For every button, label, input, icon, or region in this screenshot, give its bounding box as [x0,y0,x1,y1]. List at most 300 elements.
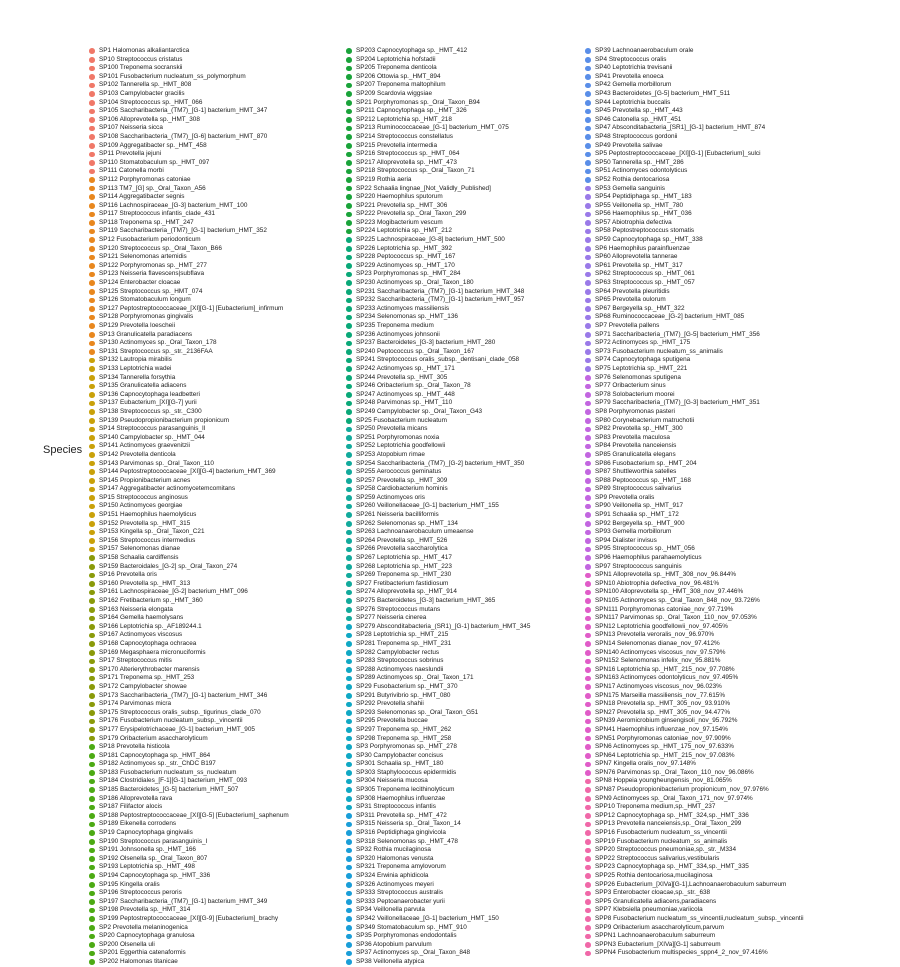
legend-key-dot [346,856,352,862]
legend-entry-label: SPP3 Enterobacter cloacae,sp._str._638 [595,889,711,897]
legend-key-dot [346,57,352,63]
legend-key-dot [89,512,95,518]
legend-entry-label: SPN51 Porphyromonas catoniae_nov_97.909% [595,734,731,742]
legend-entry-label: SP113 TM7_[G] sp._Oral_Taxon_A56 [99,184,206,192]
legend-key-dot [585,719,591,725]
legend-entry-label: SP15 Streptococcus anginosus [99,493,188,501]
legend-key-dot [346,358,352,364]
legend-entry-label: SP30 Campylobacter concisus [356,751,444,759]
legend-key-dot [89,384,95,390]
legend-entry-label: SPN18 Prevotella sp._HMT_305_nov_93.910% [595,700,730,708]
legend-key-dot [346,684,352,690]
legend-key-dot [585,332,591,338]
legend-key-dot [346,203,352,209]
legend-key-dot [585,555,591,561]
legend-key-dot [585,48,591,54]
legend-key-dot [346,444,352,450]
legend-key-dot [585,229,591,235]
legend-entry-label: SP147 Aggregatibacter actinomycetemcomitans [99,485,236,493]
legend-key-dot [585,323,591,329]
legend-entry-label: SP188 Peptostreptococcaceae_[XI][G-5] [Eubacterium]_saphenum [99,811,289,819]
legend-key-dot [585,255,591,261]
legend-key-dot [585,796,591,802]
legend-entry-label: SP283 Streptococcus sobrinus [356,657,444,665]
legend-key-dot [89,727,95,733]
legend-key-dot [346,280,352,286]
legend-key-dot [585,280,591,286]
legend-key-dot [89,598,95,604]
legend-key-dot [585,684,591,690]
legend-key-dot [346,727,352,733]
legend-key-dot [89,469,95,475]
legend-entry-label: SP267 Leptotrichia sp._HMT_417 [356,554,452,562]
legend-key-dot [346,323,352,329]
legend-key-dot [89,186,95,192]
legend-key-dot [585,263,591,269]
legend-key-dot [89,530,95,536]
legend-entry-label: SP222 Prevotella sp._Oral_Taxon_299 [356,210,467,218]
legend-entry-label: SP264 Prevotella sp._HMT_526 [356,536,448,544]
legend-key-dot [585,736,591,742]
legend-entry-label: SP61 Prevotella sp._HMT_317 [595,261,683,269]
legend-entry-label: SP251 Porphyromonas noxia [356,433,440,441]
legend-entry-label: SPN16 Leptotrichia sp._HMT_215_nov_97.708% [595,665,735,673]
legend-entry-label: SPN152 Selenomonas infelix_nov_95.881% [595,657,721,665]
legend-entry-label: SP28 Leptotrichia sp._HMT_215 [356,631,449,639]
legend-key-dot [346,710,352,716]
legend-key-dot [89,684,95,690]
legend-key-dot [346,469,352,475]
legend-entry-label: SP109 Aggregatibacter sp._HMT_458 [99,141,207,149]
legend-entry-label: SPPN1 Lachnoanaerobaculum saburreum [595,932,716,940]
legend-key-dot [585,160,591,166]
legend-entry-label: SPN13 Prevotella veroralis_nov_96.970% [595,631,715,639]
legend-entry-label: SP163 Neisseria elongata [99,605,173,613]
legend-entry-label: SPP12 Capnocytophaga sp._HMT_324,sp._HMT_336 [595,811,749,819]
legend-entry-label: SP213 Ruminococcaceae_[G-1] bacterium_HMT_075 [356,124,509,132]
legend-entry-label: SP49 Prevotella salivae [595,141,663,149]
legend-entry-label: SPPN4 Fusobacterium multispecies_sppn4_2_nov_97.416% [595,949,768,957]
legend-key-dot [585,452,591,458]
legend-entry-label: SP226 Leptotrichia sp._HMT_392 [356,244,452,252]
legend-key-dot [585,856,591,862]
legend-entry-label: SP127 Peptostreptococcaceae_[XI][G-1] [Eubacterium]_infirmum [99,304,284,312]
legend-key-dot [89,263,95,269]
legend-entry-label: SP141 Actinomyces graevenitzii [99,442,190,450]
legend-key-dot [585,702,591,708]
legend-key-dot [346,882,352,888]
legend-entry-label: SP190 Streptococcus parasanguinis_I [99,837,208,845]
legend-entry-label: SP279 Absconditabacteria_(SR1)_[G-1] bacterium_HMT_345 [356,622,531,630]
legend-entry-label: SP137 Eubacterium_[XI][G-7] yurii [99,399,197,407]
legend-entry-label: SP342 Veillonellaceae_[G-1] bacterium_HMT_150 [356,914,499,922]
legend-entry-label: SP75 Leptotrichia sp._HMT_221 [595,364,688,372]
legend-key-dot [346,908,352,914]
legend-key-dot [585,186,591,192]
legend-entry-label: SP71 Saccharibacteria_(TM7)_[G-5] bacterium_HMT_356 [595,330,760,338]
legend-entry-label: SPN117 Parvimonas sp._Oral_Taxon_110_nov_97.053% [595,614,757,622]
legend-key-dot [585,109,591,115]
legend-entry-label: SP162 Fretibacterium sp._HMT_360 [99,597,203,604]
legend-entry-label: SP129 Prevotella loescheii [99,322,176,329]
legend-key-dot [346,212,352,218]
legend-entry-label: SPP13 Prevotella nanceiensis,sp._Oral_Taxon_299 [595,820,742,828]
legend-entry-label: SP223 Mogibacterium vescum [356,218,443,226]
legend-entry-label: SPN7 Kingella oralis_nov_97.148% [595,760,696,768]
legend-key-dot [346,349,352,355]
legend-key-dot [346,676,352,682]
legend-entry-label: SP93 Gemella morbillorum [595,528,672,536]
legend-key-dot [585,444,591,450]
legend-entry-label: SP224 Leptotrichia sp._HMT_212 [356,227,452,235]
legend-key-dot [346,822,352,828]
legend-entry-label: SP85 Granulicatella elegans [595,450,676,458]
legend-entry-label: SPP10 Treponema medium,sp._HMT_237 [595,803,716,811]
legend-entry-label: SPP5 Granulicatella adiacens,paradiacens [595,897,717,905]
legend-key-dot [346,650,352,656]
legend-entry-label: SP255 Aerococcus geminatus [356,468,442,476]
legend-entry-label: SP32 Rothia mucilaginosa [356,846,431,854]
legend-key-dot [585,942,591,948]
legend-key-dot [346,392,352,398]
legend-entry-label: SP73 Fusobacterium nucleatum_ss_animalis [595,347,723,355]
legend-entry-label: SP97 Streptococcus sanguinis [595,562,682,570]
legend-key-dot [346,126,352,132]
legend-key-dot [346,573,352,579]
legend-key-dot [346,873,352,879]
legend-key-dot [585,650,591,656]
legend-entry-label: SP305 Treponema lecithinolyticum [356,786,455,794]
legend-key-dot [585,384,591,390]
legend-entry-label: SP45 Prevotella sp._HMT_443 [595,107,683,115]
legend-entry-label: SP349 Stomatobaculum sp._HMT_910 [356,923,467,931]
legend-key-dot [346,177,352,183]
legend-entry-label: SP275 Bacteroidetes_[G-3] bacterium_HMT_365 [356,597,496,604]
legend-entry-label: SP82 Prevotella sp._HMT_300 [595,425,683,433]
legend-entry-label: SP298 Treponema sp._HMT_258 [356,734,452,742]
legend-key-dot [585,134,591,140]
legend-key-dot [89,805,95,811]
legend-entry-label: SP74 Capnocytophaga sputigena [595,356,691,364]
legend-entry-label: SP131 Streptococcus sp._str._2136FAA [99,347,213,355]
legend-entry-label: SP126 Stomatobaculum longum [99,296,191,304]
legend-key-dot [89,856,95,862]
legend-entry-label: SP193 Leptotrichia sp._HMT_498 [99,863,195,871]
legend-key-dot [346,143,352,149]
legend-entry-label: SP211 Capnocytophaga sp._HMT_326 [356,107,467,115]
legend-entry-label: SPN8 Hoppeia youngheungensis_nov_81.065% [595,777,732,785]
legend-entry-label: SP102 Tannerella sp._HMT_808 [99,81,192,89]
legend-key-dot [89,315,95,321]
legend-entry-label: SPN105 Actinomyces sp._Oral_Taxon_848_nov_93.726% [595,597,760,604]
legend-key-dot [89,323,95,329]
legend-entry-label: SP76 Selenomonas sputigena [595,373,681,381]
legend-key-dot [346,66,352,72]
legend-entry-label: SP106 Alloprevotella sp._HMT_308 [99,115,200,123]
legend-entry-label: SP324 Erwinia aphidicola [356,872,429,879]
legend-entry-label: SP29 Fusobacterium sp._HMT_370 [356,682,458,690]
legend-key-dot [585,117,591,123]
legend-key-dot [346,925,352,931]
legend-key-dot [89,693,95,699]
legend-key-dot [585,934,591,940]
legend-entry-label: SP194 Capnocytophaga sp._HMT_336 [99,872,211,879]
legend-entry-label: SPPN3 Eubacterium_[XIVa][G-1] saburreum [595,940,721,948]
legend-key-dot [585,143,591,149]
legend-key-dot [585,194,591,200]
legend-key-dot [585,564,591,570]
legend-entry-label: SP111 Catonella morbi [99,167,164,175]
legend-entry-label: SPN1 Alloprevotella sp._HMT_308_nov_96.844% [595,571,737,579]
legend-entry-label: SP184 Clostridiales_[F-1][G-1] bacterium_HMT_093 [99,777,248,785]
legend-entry-label: SP38 Veillonella atypica [356,957,425,965]
legend-key-dot [585,581,591,587]
legend-key-dot [89,237,95,243]
legend-entry-label: SP274 Alloprevotella sp._HMT_914 [356,588,457,596]
legend-key-dot [89,633,95,639]
legend-entry-label: SP37 Actinomyces sp._Oral_Taxon_848 [356,949,471,957]
legend-key-dot [89,590,95,596]
legend-key-dot [346,194,352,200]
legend-key-dot [585,676,591,682]
legend-entry-label: SP198 Prevotella sp._HMT_314 [99,906,191,914]
legend-key-dot [89,461,95,467]
legend-key-dot [89,169,95,175]
legend-entry-label: SP39 Lachnoanaerobaculum orale [595,47,694,54]
legend-entry-label: SP124 Enterobacter cloacae [99,279,181,287]
legend-entry-label: SPN76 Parvimonas sp._Oral_Taxon_110_nov_96.086% [595,768,754,776]
legend-entry-label: SPP7 Klebsiella pneumoniae,variicola [595,906,703,914]
legend-entry-label: SP23 Porphyromonas sp._HMT_284 [356,270,461,278]
legend-entry-label: SP57 Abiotrophia defectiva [595,218,672,226]
legend-key-dot [346,865,352,871]
legend-key-dot [89,607,95,613]
legend-entry-label: SP108 Saccharibacteria_(TM7)_[G-6] bacterium_HMT_870 [99,132,268,140]
legend-entry-label: SP53 Gemella sanguinis [595,184,665,192]
legend-entry-label: SP47 Absconditabacteria_[SR1]_[G-1] bacterium_HMT_874 [595,124,766,132]
legend-entry-label: SP77 Oribacterium sinus [595,382,666,390]
legend-key-dot [346,152,352,158]
legend-key-dot [346,366,352,372]
legend-entry-label: SP315 Neisseria sp._Oral_Taxon_14 [356,820,461,828]
legend-key-dot [89,109,95,115]
legend-entry-label: SP220 Haemophilus sputorum [356,193,443,201]
legend-entry-label: SPN14 Selenomonas dianae_nov_97.412% [595,639,720,647]
legend-entry-label: SP218 Streptococcus sp._Oral_Taxon_71 [356,167,475,175]
legend-entry-label: SPP22 Streptococcus salivarius,vestibularis [595,854,720,862]
legend-key-dot [89,418,95,424]
legend-key-dot [585,83,591,89]
legend-entry-label: SP80 Corynebacterium matruchotii [595,416,695,424]
legend-key-dot [346,624,352,630]
legend-key-dot [89,616,95,622]
legend-entry-label: SP138 Streptococcus sp._str._C300 [99,407,202,415]
legend-entry-label: SP44 Leptotrichia buccalis [595,98,671,106]
legend-key-dot [89,177,95,183]
legend-entry-label: SP134 Tannerella forsythia [99,373,176,381]
legend-entry-label: SP63 Streptococcus sp._HMT_057 [595,279,695,287]
legend-entry-label: SP261 Neisseria bacilliformis [356,511,439,519]
legend-entry-label: SP311 Prevotella sp._HMT_472 [356,811,447,819]
legend-entry-label: SP191 Johnsonella sp._HMT_166 [99,846,196,854]
legend-entry-label: SP214 Streptococcus constellatus [356,132,453,140]
legend-entry-label: SP233 Actinomyces massiliensis [356,304,450,312]
legend-entry-label: SP139 Pseudopropionibacterium propionicum [99,416,230,424]
legend-entry-label: SP122 Porphyromonas sp._HMT_277 [99,261,207,269]
legend-key-dot [89,796,95,802]
legend-key-dot [346,91,352,97]
legend-entry-label: SP230 Actinomyces sp._Oral_Taxon_180 [356,279,474,287]
legend-key-dot [585,573,591,579]
legend-entry-label: SP253 Atopobium rimae [356,450,425,458]
legend-entry-label: SP43 Bacteroidetes_[G-5] bacterium_HMT_511 [595,89,731,97]
legend-entry-label: SP21 Porphyromonas sp._Oral_Taxon_B94 [356,98,480,106]
legend-key-dot [89,555,95,561]
legend-entry-label: SP197 Saccharibacteria_(TM7)_[G-1] bacterium_HMT_349 [99,897,268,905]
legend-key-dot [346,452,352,458]
legend-key-dot [89,401,95,407]
legend-key-dot [585,392,591,398]
legend-key-dot [585,710,591,716]
legend-entry-label: SP118 Treponema sp._HMT_247 [99,218,194,226]
legend-key-dot [89,899,95,905]
legend-key-dot [89,143,95,149]
legend-key-dot [585,762,591,768]
legend-entry-label: SP123 Neisseria flavescens|subflava [99,270,205,278]
legend-key-dot [585,126,591,132]
legend-entry-label: SP133 Leptotrichia wadei [99,364,172,372]
legend-key-dot [346,298,352,304]
legend-entry-label: SP212 Leptotrichia sp._HMT_218 [356,115,452,123]
legend-key-dot [585,908,591,914]
legend-entry-label: SP125 Streptococcus sp._HMT_074 [99,287,203,295]
legend-entry-label: SP228 Peptococcus sp._HMT_167 [356,253,456,261]
legend-key-dot [346,401,352,407]
legend-key-dot [585,237,591,243]
legend-entry-label: SP96 Haemophilus parahaemolyticus [595,554,702,562]
legend-entry-label: SP86 Fusobacterium sp._HMT_204 [595,459,697,467]
legend-entry-label: SP316 Peptidiphaga gingivicola [356,829,446,837]
legend-key-dot [585,521,591,527]
legend-entry-label: SP277 Neisseria cinerea [356,614,427,622]
legend-entry-label: SP110 Stomatobaculum sp._HMT_097 [99,158,210,166]
legend-key-dot [346,830,352,836]
legend-entry-label: SP6 Haemophilus parainfluenzae [595,244,690,252]
legend-entry-label: SP320 Halomonas venusta [356,854,434,862]
legend-key-dot [585,203,591,209]
legend-entry-label: SP169 Megasphaera micronuciformis [99,648,206,656]
legend-key-dot [346,427,352,433]
legend-entry-label: SP58 Peptostreptococcus stomatis [595,227,695,235]
legend-key-dot [585,349,591,355]
legend-entry-label: SP293 Selenomonas sp._Oral_Taxon_G51 [356,708,479,716]
legend-entry-label: SP250 Prevotella micans [356,425,428,433]
legend-entry-label: SP89 Streptococcus salivarius [595,485,682,493]
legend-key-dot [346,787,352,793]
legend-key-dot [346,753,352,759]
legend-key-dot [585,538,591,544]
legend-entry-label: SP52 Rothia dentocariosa [595,175,670,183]
legend-entry-label: SP241 Streptococcus oralis_subsp._dentisani_clade_058 [356,356,520,364]
legend-entry-label: SP25 Fusobacterium nucleatum [356,416,447,424]
legend-key-dot [89,409,95,415]
legend-key-dot [346,633,352,639]
legend-entry-label: SP232 Saccharibacteria_(TM7)_[G-1] bacterium_HMT_957 [356,296,525,304]
legend-entry-label: SP121 Selenomonas artemidis [99,253,187,261]
legend-key-dot [585,57,591,63]
legend-entry-label: SP79 Saccharibacteria_(TM7)_[G-3] bacterium_HMT_351 [595,399,760,407]
legend-key-dot [346,74,352,80]
legend-key-dot [89,762,95,768]
legend-key-dot [346,409,352,415]
legend-entry-label: SP84 Prevotella nanceiensis [595,442,677,450]
legend-key-dot [585,951,591,957]
legend-entry-label: SPN100 Alloprevotella sp._HMT_308_nov_97.446% [595,588,744,596]
legend-key-dot [89,813,95,819]
legend-key-dot [89,822,95,828]
legend-entry-label: SP136 Capnocytophaga leadbetteri [99,390,200,398]
legend-key-dot [346,117,352,123]
legend-entry-label: SP9 Prevotella oralis [595,493,655,501]
legend-key-dot [585,298,591,304]
legend-key-dot [585,409,591,415]
legend-entry-label: SP164 Gemella haemolysans [99,614,184,622]
legend-entry-label: SP130 Actinomyces sp._Oral_Taxon_178 [99,339,217,347]
legend-key-dot [585,495,591,501]
legend-key-dot [89,272,95,278]
legend-key-dot [89,487,95,493]
legend-key-dot [346,478,352,484]
legend-key-dot [89,624,95,630]
legend-entry-label: SPN12 Leptotrichia goodfellowii_nov_97.405% [595,622,728,630]
legend-entry-label: SP91 Schaalia sp._HMT_172 [595,511,679,519]
legend-entry-label: SP51 Actinomyces odontolyticus [595,167,688,175]
legend-key-dot [346,100,352,106]
legend-key-dot [346,495,352,501]
legend-key-dot [89,100,95,106]
legend-key-dot [346,246,352,252]
legend-entry-label: SP269 Treponema sp._HMT_230 [356,571,452,579]
legend-key-dot [585,512,591,518]
legend-key-dot [89,444,95,450]
legend-entry-label: SPN41 Haemophilus influenzae_nov_97.154% [595,725,728,733]
legend-entry-label: SPP25 Rothia dentocariosa,mucilaginosa [595,872,713,879]
legend-key-dot [346,564,352,570]
legend-entry-label: SP8 Porphyromonas pasteri [595,407,675,415]
legend-key-dot [585,805,591,811]
legend-key-dot [585,787,591,793]
legend-key-dot [585,358,591,364]
legend-key-dot [89,573,95,579]
legend-key-dot [89,48,95,54]
legend-key-dot [585,418,591,424]
legend-key-dot [89,66,95,72]
legend-key-dot [89,581,95,587]
legend-key-dot [585,246,591,252]
legend-key-dot [89,160,95,166]
legend-key-dot [346,375,352,381]
legend-key-dot [89,564,95,570]
legend-entry-label: SP288 Actinomyces naeslundii [356,665,444,673]
legend-entry-label: SP140 Campylobacter sp._HMT_044 [99,433,205,441]
legend-key-dot [89,366,95,372]
legend-entry-label: SP176 Fusobacterium nucleatum_subsp._vincentii [99,717,243,725]
legend-entry-label: SPP19 Fusobacterium nucleatum_ss_animalis [595,837,728,845]
legend-entry-label: SP92 Bergeyella sp._HMT_900 [595,519,685,527]
legend-key-dot [585,693,591,699]
legend-key-dot [585,779,591,785]
legend-entry-label: SP65 Prevotella oulorum [595,296,666,304]
